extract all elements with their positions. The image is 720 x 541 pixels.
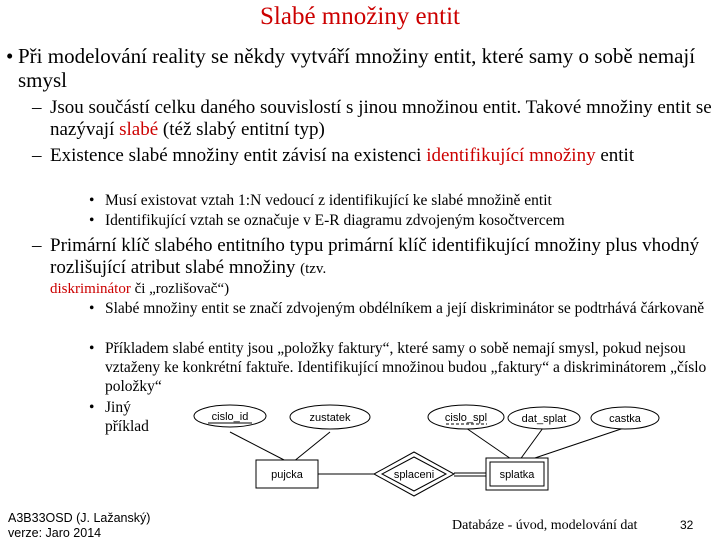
footer-version: verze: Jaro 2014 <box>8 526 102 540</box>
footer-course: A3B33OSD (J. Lažanský) <box>8 511 151 525</box>
bullet-dot-icon: • <box>89 212 95 229</box>
dash-icon: – <box>32 97 42 118</box>
line-cislo-spl <box>466 428 514 461</box>
bullet-dot-icon: • <box>89 340 95 357</box>
bullet-text: Při modelování reality se někdy vytváří množiny entit, které samy o sobě nemají smysl <box>18 44 696 92</box>
term-identifying-set: identifikující množiny <box>426 145 596 166</box>
relationship-splaceni: splaceni <box>393 469 435 481</box>
footer-topic: Databáze - úvod, modelování dat <box>452 518 638 533</box>
term-discriminator: diskriminátor <box>50 281 131 297</box>
point-text: Jiný příklad <box>105 399 149 435</box>
subbullet-text: Primární klíč slabého entitního typu primární klíč identifikující množiny plus vhodný rozlišující atribut slabé množiny <box>50 235 700 278</box>
note-text: či „rozlišovač“) <box>130 281 230 297</box>
point-text: Musí existovat vztah 1:N vedoucí z identifikující ke slabé množině entit <box>105 192 552 209</box>
footer-left <box>8 511 150 541</box>
attr-cislo-spl: cislo_spl <box>444 412 488 424</box>
line-castka <box>526 428 624 461</box>
dash-icon: – <box>32 145 42 166</box>
attr-dat-splat: dat_splat <box>521 413 567 425</box>
attr-zustatek: zustatek <box>309 412 351 424</box>
entity-pujcka: pujcka <box>271 469 303 481</box>
subbullet-text: Existence slabé množiny entit závisí na existenci <box>50 145 427 166</box>
term-weak: slabé <box>119 119 159 140</box>
subbullet-text: Jsou součástí celku daného souvislostí s jinou množinou entit. Takové množiny entit se nazývají <box>50 97 712 140</box>
page-number: 32 <box>680 518 694 532</box>
line-cislo-id <box>230 432 288 462</box>
bullet-dot-icon: • <box>6 44 14 68</box>
subbullet-text-end: entit <box>595 145 635 166</box>
subbullet-text-end: (též slabý entitní typ) <box>158 119 325 140</box>
line-zustatek <box>293 432 330 462</box>
point-text: Slabé množiny entit se značí zdvojeným obdélníkem a její diskriminátor se podtrhává čárkovaně <box>105 300 705 317</box>
bullet-dot-icon: • <box>89 192 95 209</box>
bullet-dot-icon: • <box>89 399 95 416</box>
bullet-dot-icon: • <box>89 300 95 317</box>
dash-icon: – <box>32 235 42 256</box>
point-text: Příkladem slabé entity jsou „položky faktury“, které samy o sobě nemají smysl, pokud nejsou vztaženy ke konkrétní faktuře. Identifikující množinou budou „faktury“ a diskriminátorem „číslo položky“ <box>105 340 707 395</box>
note-text: (tzv. <box>300 261 327 277</box>
slide-title: Slabé množiny entit <box>260 3 460 30</box>
weak-entity-splatka: splatka <box>499 469 535 481</box>
point-text: Identifikující vztah se označuje v E-R diagramu zdvojeným kosočtvercem <box>105 212 565 229</box>
attr-castka: castka <box>609 413 641 425</box>
attr-cislo-id: cislo_id <box>211 411 249 423</box>
